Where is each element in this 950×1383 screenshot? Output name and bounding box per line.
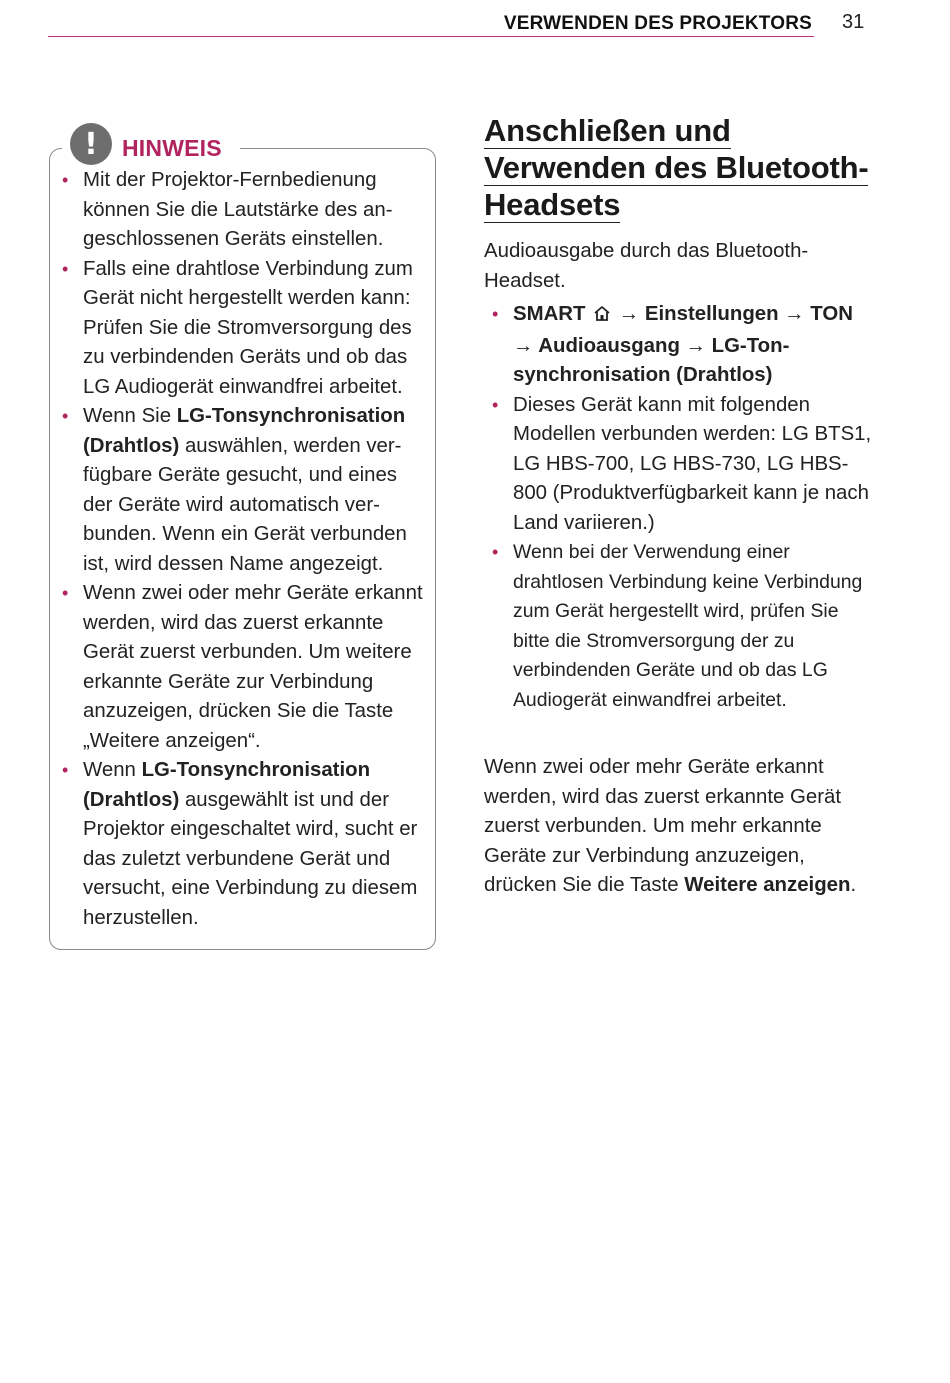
bullet-icon: • (62, 760, 69, 780)
running-header: VERWENDEN DES PROJEKTORS (503, 13, 812, 34)
connection-warning-text: Wenn bei der Verwendung einer drahtlosen Verbindung keine Verbindung zum Gerät hergestellt wird, prüfen Sie bitte die Stromversorgung der zu verbindenden Geräte und ob das LG Audiogerät einwandfrei arbeitet. (513, 541, 863, 711)
outro-text: Wenn zwei oder mehr Geräte erkannt werden, wird das zuerst erkannte Gerät zuerst verbunden. Um mehr erkannte Geräte zur Verbindung anzuzeigen, drücken Sie die Taste (484, 756, 842, 896)
menu-path-rest: → Einstellungen → TON → Audioausgang → LG-Tonsynchronisation (Drahtlos) (513, 303, 853, 386)
note-item-emphasis: LG-Tonsynchronisation (Drahtlos) (83, 405, 406, 457)
note-item-text: Wenn zwei oder mehr Geräte erkannt werden, wird das zuerst erkannte Gerät zuerst verbunden. Um weitere erkannte Geräte zur Verbindung anzuzeigen, drücken Sie die Taste „Weitere anzeigen“. (83, 582, 423, 752)
connection-warning-item (490, 538, 875, 715)
outro-text-end: . (850, 874, 857, 896)
note-item (60, 166, 428, 255)
note-item-text: auswählen, werden verfügbare Geräte gesucht, und eines der Geräte wird automatisch verbunden. Wenn ein Gerät verbunden ist, wird dessen Name angezeigt. (83, 434, 407, 575)
bullet-icon: • (62, 406, 69, 426)
section-title-line: Headsets (484, 187, 621, 222)
menu-path-item (490, 300, 875, 391)
section-title-line: Anschließen und (484, 113, 731, 148)
note-item-text: ausgewählt ist und der Projektor eingeschaltet wird, sucht er das zuletzt verbundene Gerät und versucht, eine Verbindung zu diesem herzustellen. (83, 788, 418, 929)
note-item-text: Falls eine drahtlose Verbindung zum Gerät nicht hergestellt werden kann: Prüfen Sie die Stromversorgung des zu verbindenden Geräts und ob das LG Audiogerät einwandfrei arbeitet. (83, 257, 413, 398)
menu-path-start: SMART (513, 303, 586, 325)
home-icon (593, 302, 611, 332)
outro-emphasis: Weitere anzeigen (684, 874, 851, 896)
bullet-icon: • (62, 170, 69, 190)
section-title (484, 112, 884, 223)
note-label: HINWEIS (122, 134, 222, 161)
bullet-icon: • (62, 583, 69, 603)
note-item (60, 579, 428, 756)
bullet-icon: • (492, 304, 499, 324)
note-item (60, 255, 428, 403)
section-title-line: Verwenden des Bluetooth- (484, 150, 869, 185)
section-intro: Audioausgabe durch das Bluetooth-Headset. (484, 240, 809, 292)
bullet-icon: • (492, 542, 499, 562)
note-item-emphasis: LG-Tonsynchronisation (Drahtlos) (83, 759, 371, 811)
instruction-list (490, 300, 875, 715)
section-outro (484, 753, 869, 901)
note-item-text: Wenn Sie (83, 405, 177, 427)
compatible-models-item (490, 391, 875, 539)
note-item-text: Mit der Projektor-Fernbedienung können Sie die Lautstärke des angeschlossenen Geräts einstellen. (83, 169, 393, 250)
exclamation-icon: ! (70, 123, 112, 165)
header-divider (48, 36, 814, 37)
compatible-models-text: Dieses Gerät kann mit folgenden Modellen verbunden werden: LG BTS1, LG HBS-700, LG HBS-730, LG HBS-800 (Produktverfügbarkeit kann je nach Land variieren.) (513, 393, 872, 534)
page-number: 31 (842, 11, 865, 33)
note-item-text: Wenn (83, 759, 142, 781)
bullet-icon: • (492, 394, 499, 415)
bullet-icon: • (62, 258, 69, 279)
note-item (60, 756, 428, 933)
note-heading (62, 120, 240, 168)
note-item (60, 402, 428, 579)
note-list (60, 166, 428, 933)
